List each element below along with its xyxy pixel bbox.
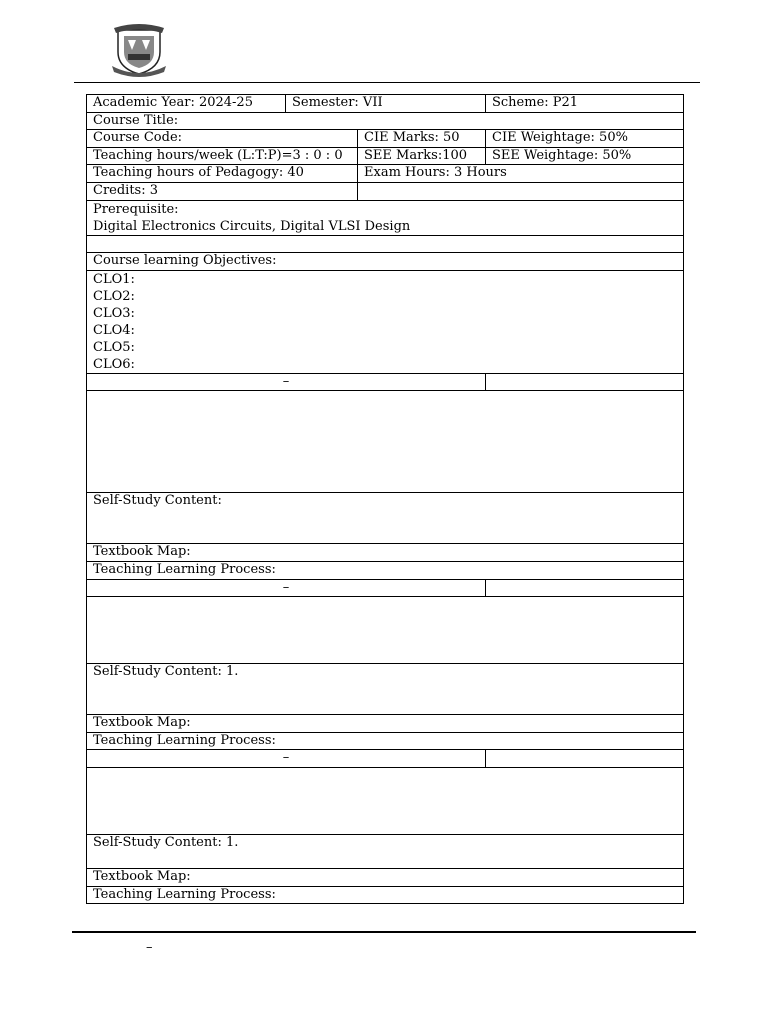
see-weightage-cell: SEE Weightage: 50% [486, 147, 684, 165]
module-2-hours-cell [486, 579, 684, 597]
header-rule [74, 82, 700, 83]
module-1-heading-cell: – [87, 373, 486, 391]
module-3-tlp-cell: Teaching Learning Process: [87, 886, 684, 904]
see-marks-cell: SEE Marks:100 [358, 147, 486, 165]
clo-item: CLO2: [93, 288, 135, 304]
academic-year-cell: Academic Year: 2024-25 [87, 95, 286, 113]
clo-item: CLO6: [93, 356, 135, 372]
course-title-cell: Course Title: [87, 112, 684, 130]
module-1-self-study-cell: Self-Study Content: [87, 493, 684, 544]
pedagogy-hours-cell: Teaching hours of Pedagogy: 40 [87, 165, 358, 183]
spacer-row [87, 235, 684, 253]
credits-cell: Credits: 3 [87, 182, 358, 200]
course-code-cell: Course Code: [87, 130, 358, 148]
module-3-hours-cell [486, 750, 684, 768]
module-1-tlp-cell: Teaching Learning Process: [87, 561, 684, 579]
credits-empty-cell [358, 182, 684, 200]
module-2-heading-cell: – [87, 579, 486, 597]
module-2-content-cell [87, 597, 684, 664]
module-1-hours-cell [486, 373, 684, 391]
cie-marks-cell: CIE Marks: 50 [358, 130, 486, 148]
clo-item: CLO1: [93, 271, 135, 287]
module-2-self-study-cell: Self-Study Content: 1. [87, 664, 684, 715]
teaching-hours-cell: Teaching hours/week (L:T:P)=3 : 0 : 0 [87, 147, 358, 165]
clo-item: CLO3: [93, 305, 135, 321]
cie-weightage-cell: CIE Weightage: 50% [486, 130, 684, 148]
semester-cell: Semester: VII [286, 95, 486, 113]
module-1-content-cell [87, 391, 684, 493]
prerequisite-cell [87, 200, 684, 235]
prerequisite-label: Prerequisite: [93, 201, 179, 217]
module-2-tlp-cell: Teaching Learning Process: [87, 732, 684, 750]
scheme-cell: Scheme: P21 [486, 95, 684, 113]
exam-hours-cell: Exam Hours: 3 Hours [358, 165, 684, 183]
module-3-heading-cell: – [87, 750, 486, 768]
module-3-content-cell [87, 767, 684, 834]
prerequisite-value: Digital Electronics Circuits, Digital VLSI Design [93, 218, 411, 234]
clo-list-cell [87, 270, 684, 373]
module-2-textbook-cell: Textbook Map: [87, 715, 684, 733]
college-emblem-logo [110, 22, 168, 78]
module-1-textbook-cell: Textbook Map: [87, 544, 684, 562]
module-3-textbook-cell: Textbook Map: [87, 868, 684, 886]
course-syllabus-form [86, 94, 683, 904]
module-3-self-study-cell: Self-Study Content: 1. [87, 834, 684, 868]
footer-rule [72, 931, 696, 933]
clo-heading-cell: Course learning Objectives: [87, 253, 684, 271]
footer-dash: – [146, 940, 153, 955]
syllabus-table [86, 94, 684, 904]
clo-item: CLO5: [93, 339, 135, 355]
clo-item: CLO4: [93, 322, 135, 338]
